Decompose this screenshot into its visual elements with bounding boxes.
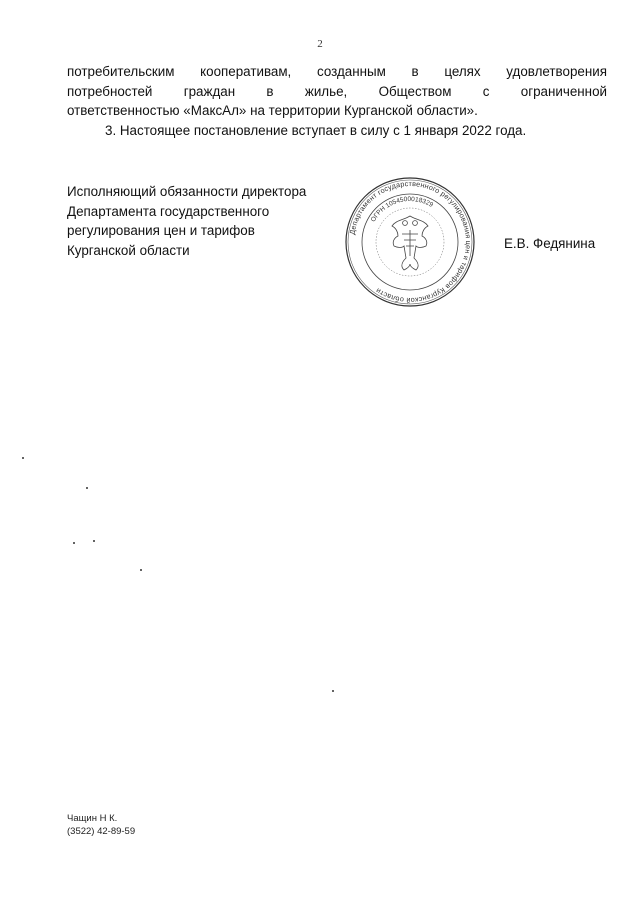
- position-line-2: Департамента государственного: [67, 203, 270, 219]
- page-number: 2: [317, 38, 323, 50]
- body-text: [67, 62, 607, 140]
- body-line-2: потребностей граждан в жилье, Обществом с ограниченной: [67, 83, 607, 99]
- scan-speck: [93, 540, 95, 542]
- executor-phone: (3522) 42-89-59: [67, 826, 136, 837]
- seal-outer-text: Департамент государственного регулирования цен и тарифов Курганской области: [347, 178, 474, 306]
- body-line-3: ответственностью «МаксАл» на территории Курганской области».: [67, 103, 478, 118]
- position-line-1: Исполняющий обязанности директора: [67, 184, 307, 199]
- signatory-name: Е.В. Федянина: [504, 236, 596, 251]
- clause-3: 3. Настоящее постановление вступает в силу с 1 января 2022 года.: [105, 122, 527, 138]
- scan-speck: [73, 542, 75, 544]
- position-line-4: Курганской области: [67, 242, 190, 258]
- scan-speck: [332, 690, 334, 692]
- seal-inner-text: ОГРН 1054500018329: [369, 195, 435, 224]
- official-seal: [344, 176, 476, 308]
- scan-speck: [22, 457, 24, 459]
- body-line-1: потребительским кооперативам, созданным в целях удовлетворения: [67, 64, 607, 79]
- executor-info: [67, 812, 135, 838]
- scan-speck: [86, 487, 88, 489]
- coat-of-arms-icon: [392, 216, 428, 270]
- position-line-3: регулирования цен и тарифов: [67, 223, 255, 238]
- scan-speck: [140, 569, 142, 571]
- executor-name: Чащин Н К.: [67, 813, 118, 824]
- signatory-position: [67, 182, 357, 260]
